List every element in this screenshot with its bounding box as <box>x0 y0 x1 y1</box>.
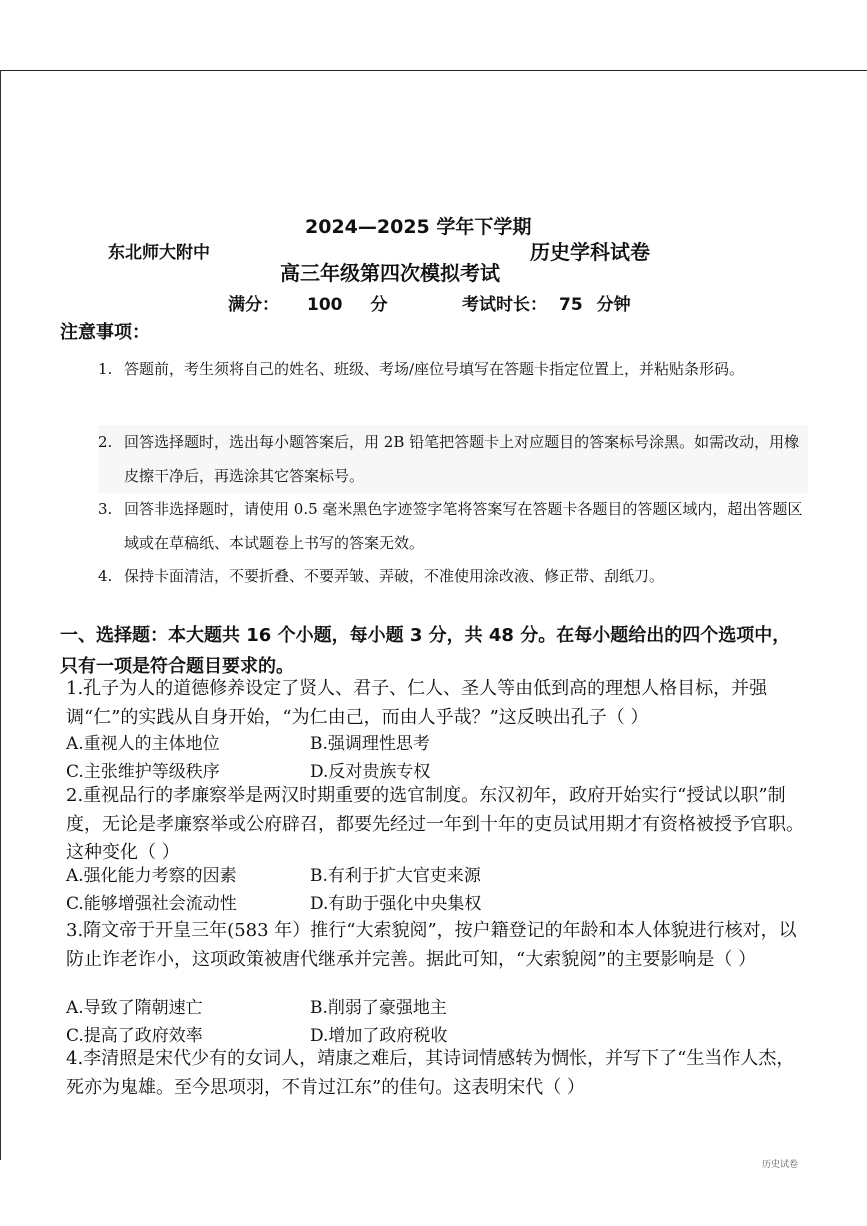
question-stem: 4.李清照是宋代少有的女词人，靖康之难后，其诗词情感转为惆怅，并写下了“生当作人杰，死亦为鬼雄。至今思项羽，不肯过江东”的佳句。这表明宋代（ ） <box>66 1048 795 1098</box>
question-options <box>66 730 430 786</box>
option-c: C.主张维护等级秩序 <box>66 762 220 782</box>
score-value: 100 <box>307 295 343 315</box>
time-label: 考试时长： <box>462 295 547 315</box>
time-unit: 分钟 <box>596 295 631 315</box>
option-c: C.能够增强社会流动性 <box>66 894 237 914</box>
notice-item <box>98 425 808 493</box>
notice-text: 答题前，考生须将自己的姓名、班级、考场/座位号填写在答题卡指定位置上，并粘贴条形码。 <box>124 360 745 378</box>
notice-title: 注意事项： <box>60 322 150 343</box>
question-stem: 1.孔子为人的道德修养设定了贤人、君子、仁人、圣人等由低到高的理想人格目标，并强调“仁”的实践从自身开始，“为仁由己，而由人乎哉？”这反映出孔子（ ） <box>66 678 768 728</box>
question-options <box>66 862 481 918</box>
option-a: A.重视人的主体地位 <box>66 734 220 754</box>
top-border-line <box>0 70 867 71</box>
option-c: C.提高了政府效率 <box>66 1026 203 1046</box>
option-a: A.导致了隋朝速亡 <box>66 998 203 1018</box>
option-a: A.强化能力考察的因素 <box>66 866 237 886</box>
year-title: 2024—2025 学年下学期 <box>305 216 532 238</box>
notice-number: 1. <box>98 360 113 378</box>
option-b: B.强调理性思考 <box>310 734 430 754</box>
notice-text: 保持卡面清洁，不要折叠、不要弄皱、弄破，不准使用涂改液、修正带、刮纸刀。 <box>124 567 665 585</box>
option-d: D.反对贵族专权 <box>310 762 431 782</box>
notice-text: 回答选择题时，选出每小题答案后，用 2B 铅笔把答题卡上对应题目的答案标号涂黑。如需改动，用橡皮擦干净后，再选涂其它答案标号。 <box>124 433 800 485</box>
score-label: 满分： <box>228 295 279 315</box>
notice-item <box>98 352 808 386</box>
left-border-line <box>0 70 1 1160</box>
notice-number: 3. <box>98 500 113 518</box>
notice-number: 4. <box>98 567 113 585</box>
score-unit: 分 <box>370 295 388 315</box>
school-name: 东北师大附中 <box>108 243 210 263</box>
notice-number: 2. <box>98 433 113 451</box>
question-options <box>66 994 447 1050</box>
page-footer-mark: 历史试卷 <box>762 1160 799 1170</box>
option-d: D.有助于强化中央集权 <box>310 894 482 914</box>
section-heading: 一、选择题：本大题共 16 个小题，每小题 3 分，共 48 分。在每小题给出的四个选项中，只有一项是符合题目要求的。 <box>60 625 791 677</box>
exam-duration <box>462 290 631 315</box>
time-value: 75 <box>559 295 583 315</box>
option-d: D.增加了政府税收 <box>310 1026 448 1046</box>
notice-item <box>98 492 808 560</box>
option-b: B.有利于扩大官吏来源 <box>310 866 481 886</box>
notice-text: 回答非选择题时，请使用 0.5 毫米黑色字迹签字笔将答案写在答题卡各题目的答题区域内，超出答题区域或在草稿纸、本试题卷上书写的答案无效。 <box>124 500 803 552</box>
notice-item <box>98 559 808 593</box>
full-score <box>228 290 388 315</box>
question-stem: 3.隋文帝于开皇三年(583 年）推行“大索貌阅”，按户籍登记的年龄和本人体貌进行核对，以防止诈老诈小，这项政策被唐代继承并完善。据此可知，“大索貌阅”的主要影响是（ ） <box>66 920 797 970</box>
question-stem: 2.重视品行的孝廉察举是两汉时期重要的选官制度。东汉初年，政府开始实行“授试以职”制度，无论是孝廉察举或公府辟召，都要先经过一年到十年的吏员试用期才有资格被授予官职。这种变化（ ） <box>66 785 804 863</box>
option-b: B.削弱了豪强地主 <box>310 998 447 1018</box>
subject-title: 历史学科试卷 <box>530 240 650 264</box>
exam-title: 高三年级第四次模拟考试 <box>280 261 500 285</box>
